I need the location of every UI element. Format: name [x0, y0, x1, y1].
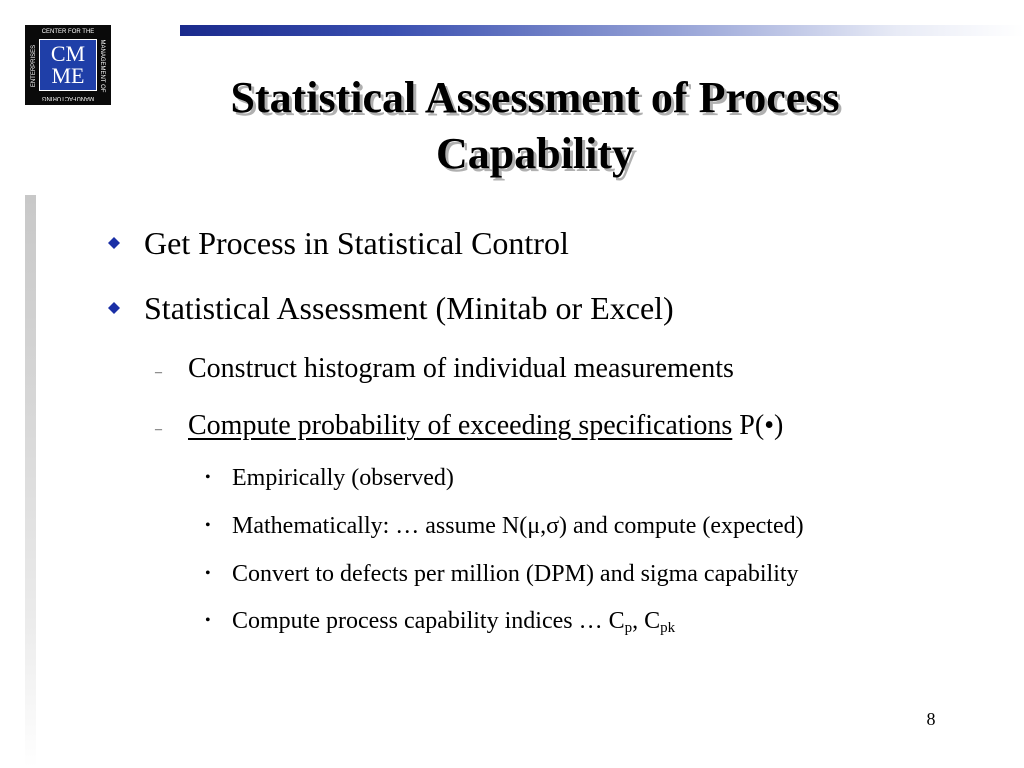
logo-ring-bottom-text: MANUFACTURING [41, 95, 95, 101]
diamond-bullet-icon [108, 237, 120, 249]
dash-marker: – [155, 422, 162, 437]
diamond-bullet-icon [108, 302, 120, 314]
title-line-2: Capability [435, 129, 635, 178]
logo-ring-left-text: ENTERPRISES [31, 44, 37, 88]
logo-ring-right-text: MANAGEMENT OF [99, 39, 105, 93]
dot-marker: • [205, 612, 211, 629]
cpk-subscript: pk [660, 620, 676, 636]
logo-line-2: ME [51, 63, 85, 88]
logo-line-1: CM [50, 41, 86, 66]
sub-sub-bullet-text [232, 607, 675, 642]
probability-notation: P(•) [732, 410, 784, 441]
title-line-1: Statistical Assessment of Process [230, 73, 840, 122]
underlined-phrase: Compute probability of exceeding specifications [188, 410, 733, 441]
dot-marker: • [205, 565, 211, 582]
dot-marker: • [205, 469, 211, 486]
sub-sub-bullet-text: Convert to defects per million (DPM) and sigma capability [232, 561, 799, 587]
cp-subscript: p [624, 620, 633, 636]
sub-sub-bullet-text: Empirically (observed) [232, 465, 454, 491]
dot-marker: • [205, 517, 211, 534]
page-number: 8 [926, 709, 936, 729]
sub-bullet-text: Construct histogram of individual measurements [188, 353, 734, 384]
bullet-text: Get Process in Statistical Control [144, 225, 569, 261]
sub-bullet-text [188, 410, 783, 442]
sub-sub-bullet-text: Mathematically: … assume N(μ,σ) and compute (expected) [232, 513, 804, 539]
separator-text: , C [632, 608, 661, 634]
capability-indices-text: Compute process capability indices … C [232, 608, 625, 634]
dash-marker: – [155, 365, 162, 380]
bullet-text: Statistical Assessment (Minitab or Excel) [144, 290, 674, 326]
logo-ring-top-text: CENTER FOR THE [41, 29, 95, 35]
